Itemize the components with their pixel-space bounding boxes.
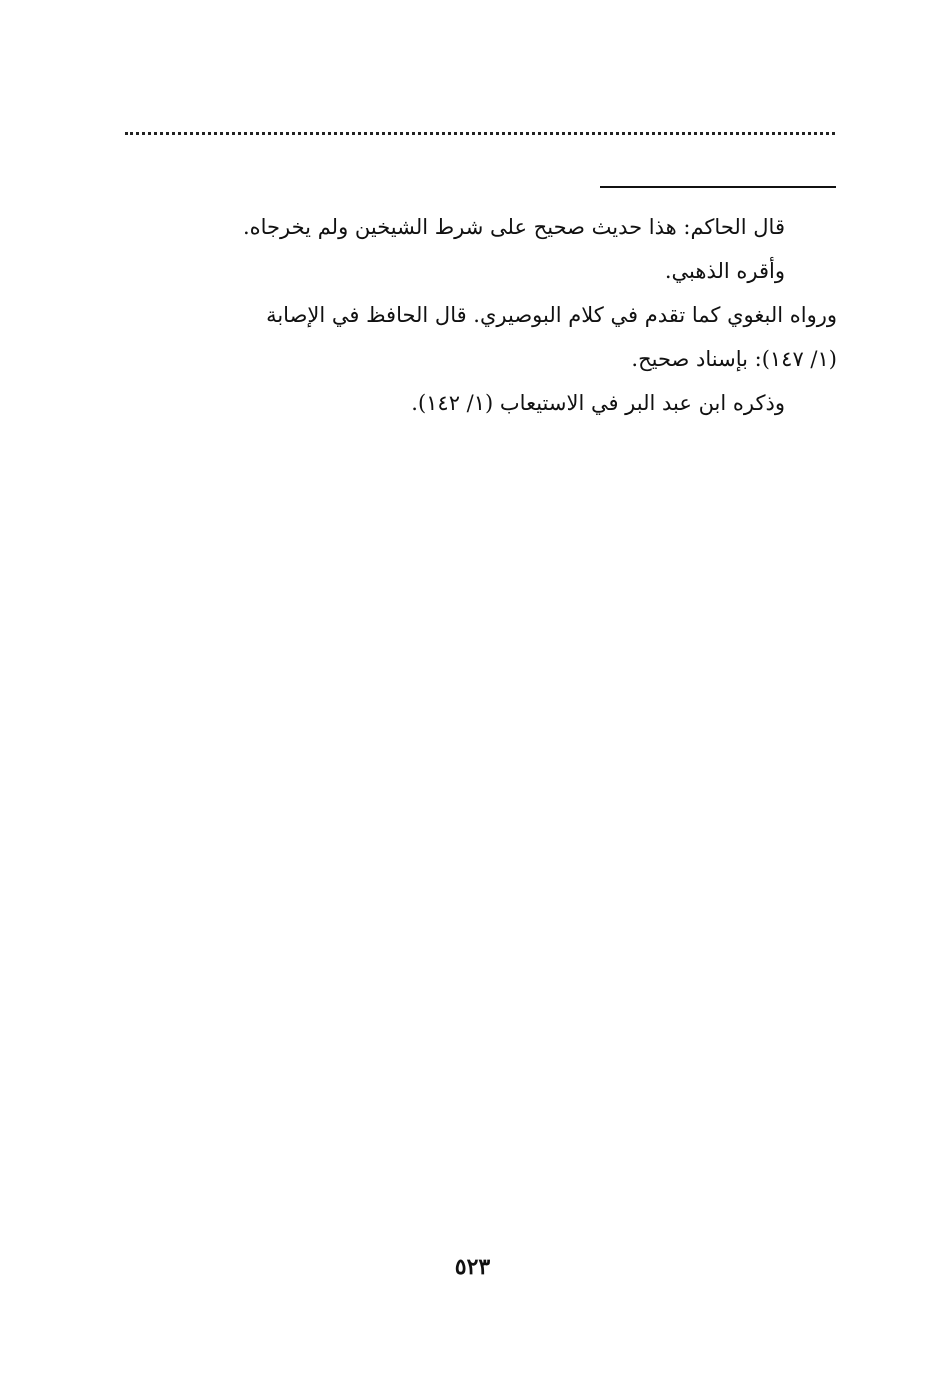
footnote-line: وذكره ابن عبد البر في الاستيعاب (١/ ١٤٢). bbox=[411, 391, 785, 415]
page-number: ٥٢٣ bbox=[454, 1254, 491, 1280]
footnote-line: قال الحاكم: هذا حديث صحيح على شرط الشيخين ولم يخرجاه. bbox=[242, 215, 785, 239]
dotted-separator bbox=[125, 132, 835, 135]
footnote-line: ورواه البغوي كما تقدم في كلام البوصيري. قال الحافظ في الإصابة bbox=[266, 303, 837, 327]
footnote-line: وأقره الذهبي. bbox=[664, 259, 785, 283]
footnote-separator bbox=[600, 186, 836, 188]
footnotes-block bbox=[110, 205, 837, 425]
footnote-line: (١/ ١٤٧): بإسناد صحيح. bbox=[631, 347, 837, 371]
